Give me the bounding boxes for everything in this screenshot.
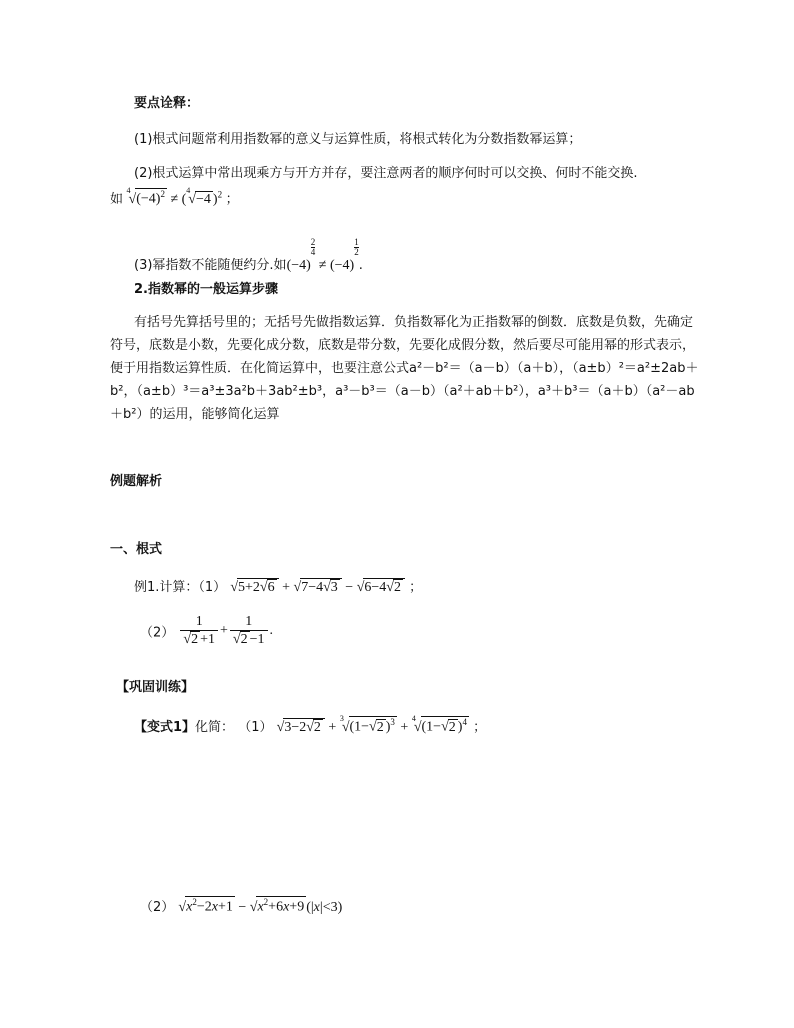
example-1-label: 例1.计算：	[134, 580, 199, 595]
note-3-prefix: (3)幂指数不能随便约分.如	[134, 258, 287, 273]
variant-1-part-2-formula: $√x^2-2x+1 - √x^2+6x+9$ (|x|<3)	[178, 897, 343, 915]
key-points-heading: 要点诠释：	[134, 96, 200, 111]
variant-1-text: 化简：	[195, 720, 235, 735]
example-1-part-2-label: （2）	[140, 625, 175, 641]
variant-1-part-1-formula: √3−2√2 + $^3$√(1−√2 )$^3$ + $^4$√(1−√2 )$^4$	[276, 714, 467, 735]
note-2-example-prefix: 如	[110, 192, 124, 207]
examples-heading: 例题解析	[110, 474, 163, 489]
variant-1-label: 【变式1】	[134, 720, 196, 735]
steps-paragraph: 有括号先算括号里的；无括号先做指数运算．负指数幂化为正指数幂的倒数．底数是负数，先确定符号，底数是小数，先要化成分数，底数是带分数，先要化成假分数，然后要尽可能用幂的形式表示，便于用指数运算性质．在化简运算中，也要注意公式a²－b²＝（a－b）（a＋b），（a±b）²＝a²±2ab＋b²，（a±b）³＝a³±3a²b＋3ab²±b³，a³－b³＝（a－b）（a²＋ab＋b²），a³＋b³＝（a＋b）（a²－ab＋b²）的运用，能够简化运算	[110, 315, 699, 422]
variant-1-part-2-label: （2）	[140, 900, 175, 915]
example-1-part-2-end: .	[269, 623, 274, 638]
note-1: (1)根式问题常利用指数幂的意义与运算性质，将根式转化为分数指数幂运算；	[134, 132, 582, 147]
example-1-part-1-formula: √5+2√6 + √7−4√3 − √6−4√2	[230, 580, 405, 595]
note-2-example-formula: $^4√(-4)^2 \ne (^4√-4$ )$^2$	[126, 186, 223, 207]
note-2: (2)根式运算中常出现乘方与开方并存，要注意两者的顺序何时可以交换、何时不能交换.	[134, 166, 638, 181]
note-2-example-suffix: ；	[225, 192, 239, 207]
example-1-part-1-end: ；	[409, 580, 423, 595]
variant-1-part-1	[134, 716, 486, 736]
practice-heading: 【巩固训练】	[116, 680, 195, 695]
example-1-part-2	[140, 614, 273, 648]
example-1-part-2-formula: $\frac{1}{√2 +1}$ + $\frac{1}{√2 -1}$	[178, 623, 269, 638]
steps-heading: 2.指数幂的一般运算步骤	[134, 282, 278, 297]
note-3	[134, 238, 363, 274]
radicals-section-heading: 一、根式	[110, 542, 163, 557]
note-3-formula: (−4) $\frac{2}{4}$ ≠ (−4) $\frac{1}{2}$	[286, 237, 359, 273]
note-3-suffix: .	[358, 258, 363, 273]
variant-1-part-1-label: （1）	[238, 720, 273, 735]
example-1-part-1-label: （1）	[198, 580, 227, 595]
variant-1-part-2	[140, 896, 342, 916]
variant-1-part-1-end: ；	[473, 720, 487, 735]
note-2-example	[110, 188, 239, 208]
example-1-part-1	[134, 576, 422, 596]
